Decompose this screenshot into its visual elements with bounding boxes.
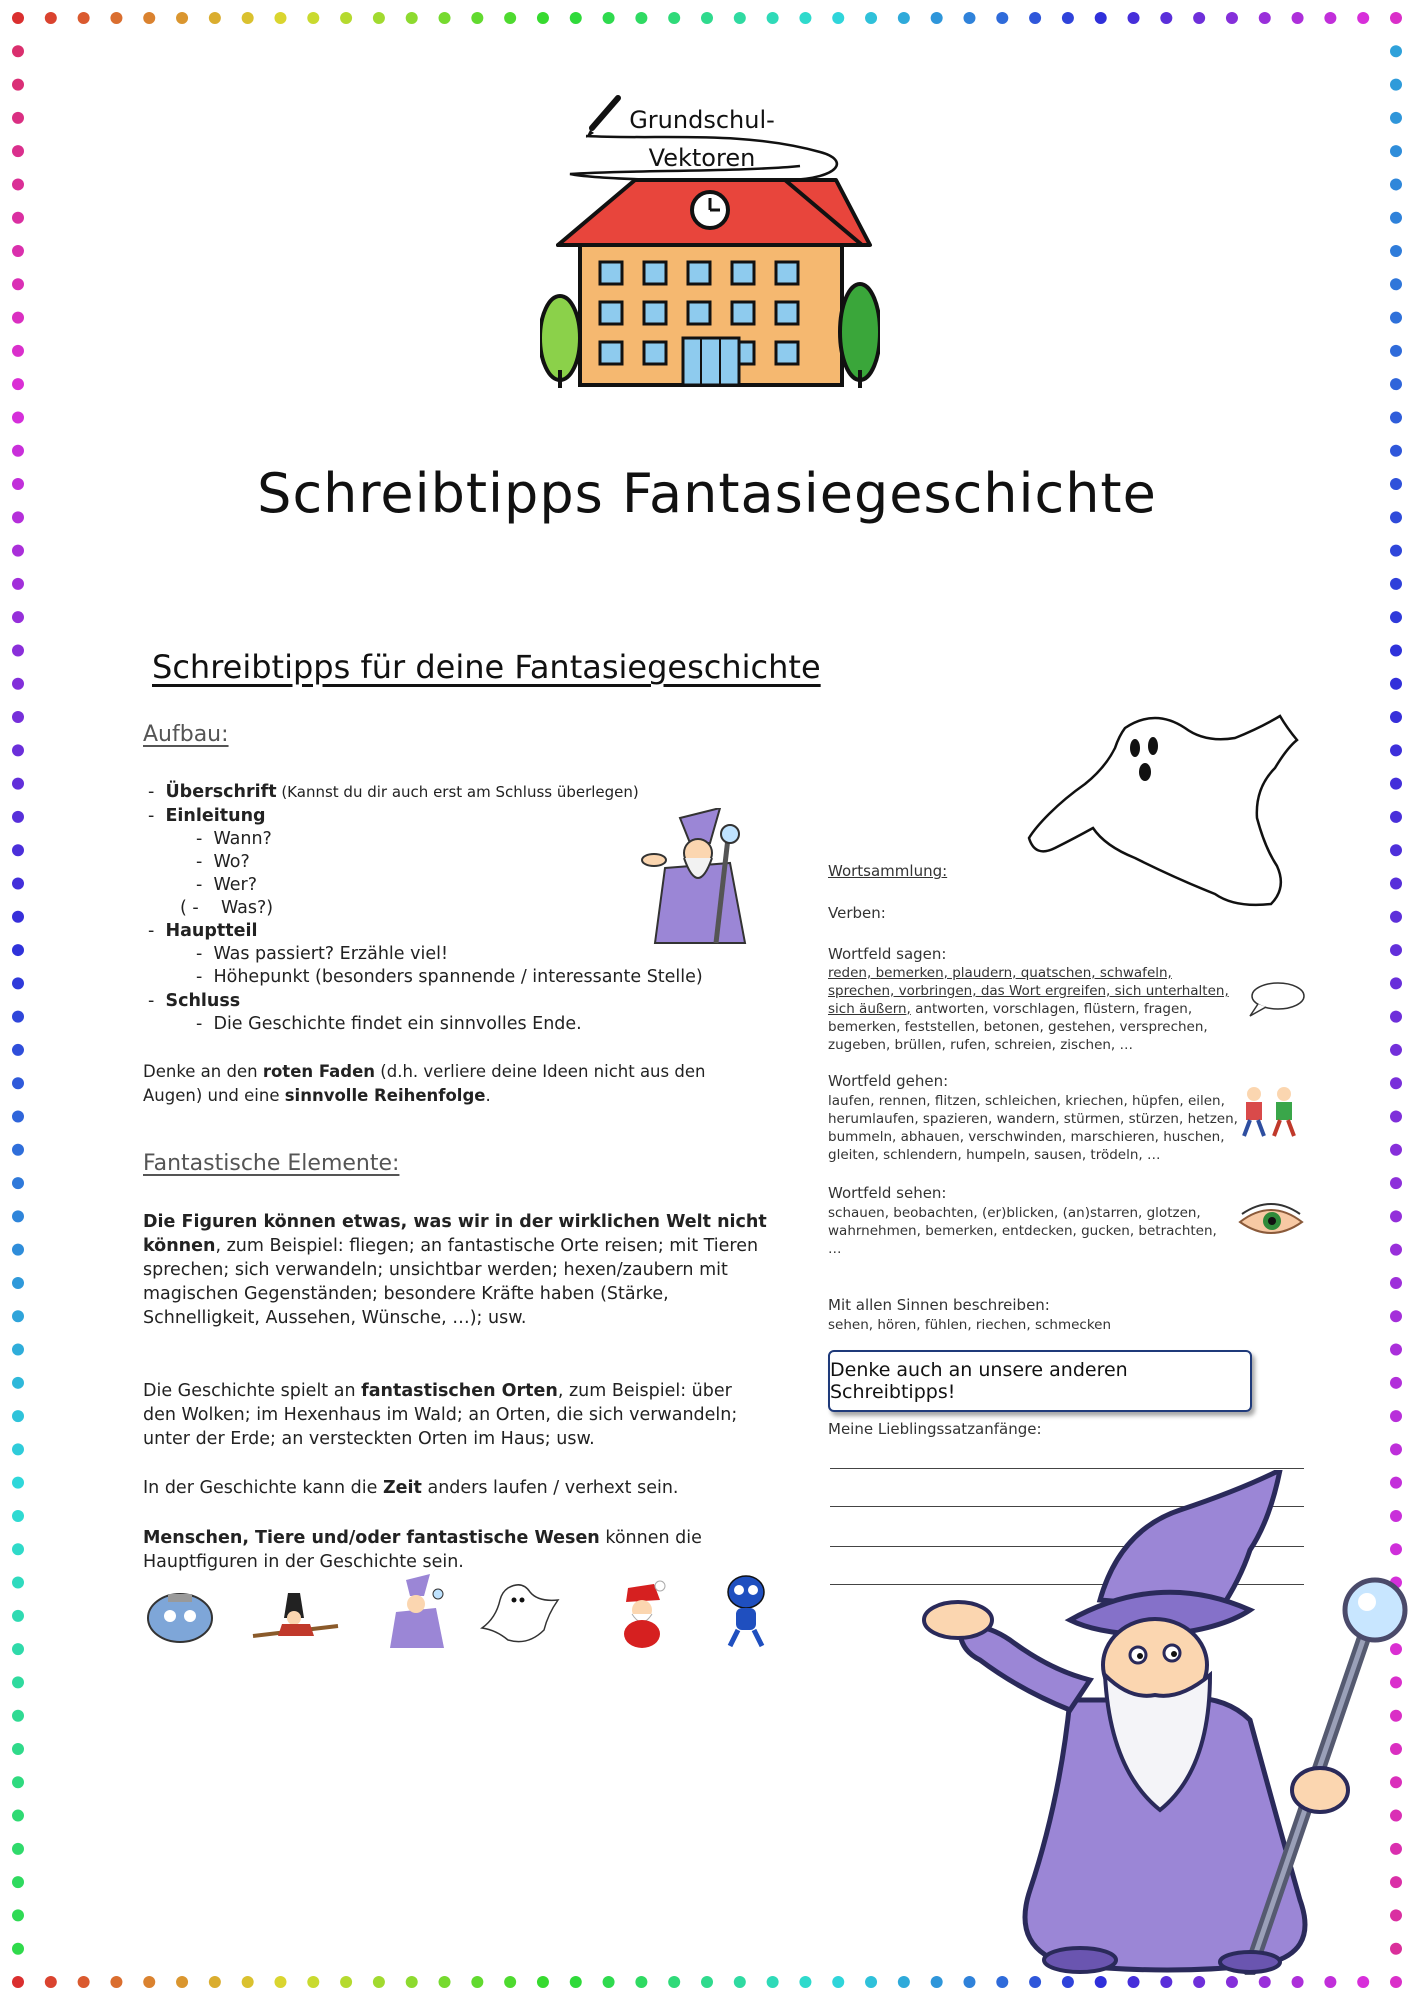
border-dot — [570, 1976, 582, 1988]
ghost-icon — [1025, 708, 1315, 908]
border-dot — [1160, 12, 1172, 24]
border-dot — [12, 1044, 24, 1056]
pen-icon — [586, 98, 618, 138]
border-dot — [12, 1610, 24, 1622]
border-dot — [1390, 911, 1402, 923]
border-dot — [996, 12, 1008, 24]
border-dot — [12, 1810, 24, 1822]
border-dot — [1390, 1310, 1402, 1322]
figuren-paragraph: Die Figuren können etwas, was wir in der wirklichen Welt nicht können, zum Beispiel: fliegen; an fantastische Orte reisen; mit Tieren sprechen; sich verwandeln; unsichtbar werden; hexen/zaubern mit magischen Gegenständen; besondere Kräfte haben (Stärke, Schnelligkeit, Aussehen, Wünsche, …); usw. — [143, 1212, 767, 1328]
border-dot — [307, 1976, 319, 1988]
border-dot — [865, 12, 877, 24]
border-dot — [12, 1077, 24, 1089]
sehen-words: schauen, beobachten, (er)blicken, (an)starren, glotzen, wahrnehmen, bemerken, entdecken, gucken, betrachten, … — [828, 1205, 1217, 1257]
border-dot — [1226, 12, 1238, 24]
border-dot — [12, 378, 24, 390]
border-dot — [12, 1743, 24, 1755]
border-dot — [1390, 844, 1402, 856]
border-dot — [1390, 877, 1402, 889]
border-dot — [1259, 1976, 1271, 1988]
border-dot — [1357, 1976, 1369, 1988]
border-dot — [12, 79, 24, 91]
border-dot — [1390, 178, 1402, 190]
list-item: - Wo? — [196, 852, 250, 872]
border-dot — [1390, 1377, 1402, 1389]
border-dot — [504, 12, 516, 24]
border-dot — [12, 45, 24, 57]
border-dot — [12, 1710, 24, 1722]
border-dot — [1193, 1976, 1205, 1988]
writing-line — [830, 1468, 1304, 1469]
border-dot — [1390, 1410, 1402, 1422]
list-item: - Höhepunkt (besonders spannende / interessante Stelle) — [196, 967, 703, 987]
border-dot — [12, 1177, 24, 1189]
border-dot — [12, 1843, 24, 1855]
orte-paragraph: Die Geschichte spielt an fantastischen Orten, zum Beispiel: über den Wolken; im Hexenhaus im Wald; an Orten, die sich verwandeln; unter der Erde; an versteckten Orten im Haus; usw. — [143, 1381, 738, 1449]
border-dot — [340, 12, 352, 24]
border-dot — [504, 1976, 516, 1988]
wizard-icon — [920, 1470, 1410, 1975]
border-dot — [1095, 1976, 1107, 1988]
gehen-title: Wortfeld gehen: — [828, 1072, 949, 1090]
border-dot — [996, 1976, 1008, 1988]
alien-icon — [708, 1570, 784, 1650]
border-dot — [1390, 744, 1402, 756]
border-dot — [176, 1976, 188, 1988]
border-dot — [12, 911, 24, 923]
border-dot — [1324, 1976, 1336, 1988]
border-dot — [1390, 678, 1402, 690]
border-dot — [12, 1976, 24, 1988]
border-dot — [1390, 112, 1402, 124]
wizard-icon — [380, 1574, 450, 1650]
list-item: ( - Was?) — [180, 898, 274, 918]
border-dot — [12, 145, 24, 157]
border-dot — [12, 1410, 24, 1422]
border-dot — [12, 1310, 24, 1322]
border-dot — [1390, 1144, 1402, 1156]
border-dot — [242, 12, 254, 24]
border-dot — [701, 12, 713, 24]
border-dot — [12, 1210, 24, 1222]
border-dot — [45, 12, 57, 24]
border-dot — [12, 778, 24, 790]
wizard-icon — [640, 808, 760, 948]
border-dot — [1390, 1277, 1402, 1289]
border-dot — [1390, 1344, 1402, 1356]
border-dot — [12, 844, 24, 856]
border-dot — [274, 1976, 286, 1988]
border-dot — [1390, 1244, 1402, 1256]
border-dot — [1390, 1976, 1402, 1988]
border-dot — [12, 1543, 24, 1555]
border-dot — [1390, 644, 1402, 656]
schreibtipps-box: Denke auch an unsere anderen Schreibtipps! — [828, 1350, 1252, 1412]
border-dot — [832, 1976, 844, 1988]
school-house-icon — [540, 70, 880, 410]
border-dot — [1390, 1077, 1402, 1089]
worksheet-title: Schreibtipps für deine Fantasiegeschichte — [152, 648, 821, 686]
border-dot — [471, 12, 483, 24]
border-dot — [1390, 212, 1402, 224]
border-dot — [12, 1776, 24, 1788]
border-dot — [1390, 245, 1402, 257]
border-dot — [373, 12, 385, 24]
border-dot — [12, 744, 24, 756]
border-dot — [1292, 1976, 1304, 1988]
sagen-words: reden, bemerken, plaudern, quatschen, schwafeln, sprechen, vorbringen, das Wort ergreifen, sich unterhalten, sich äußern, antworten, vorschlagen, flüstern, fragen, bemerken, feststellen, betonen, gestehen, versprechen, zugeben, brüllen, rufen, schreien, zischen, … — [828, 965, 1229, 1053]
border-dot — [1160, 1976, 1172, 1988]
border-dot — [1390, 411, 1402, 423]
border-dot — [898, 12, 910, 24]
border-dot — [1390, 977, 1402, 989]
border-dot — [603, 12, 615, 24]
border-dot — [931, 1976, 943, 1988]
border-dot — [603, 1976, 615, 1988]
border-dot — [734, 1976, 746, 1988]
border-dot — [340, 1976, 352, 1988]
border-dot — [12, 811, 24, 823]
wortsammlung-heading: Wortsammlung: — [828, 862, 948, 880]
border-dot — [1390, 45, 1402, 57]
border-dot — [12, 1144, 24, 1156]
border-dot — [1095, 12, 1107, 24]
border-dot — [1128, 1976, 1140, 1988]
border-dot — [78, 1976, 90, 1988]
border-dot — [12, 611, 24, 623]
border-dot — [209, 12, 221, 24]
border-dot — [439, 12, 451, 24]
page-title: Schreibtipps Fantasiegeschichte — [257, 462, 1157, 525]
witch-icon — [248, 1588, 344, 1648]
border-dot — [143, 12, 155, 24]
border-dot — [767, 12, 779, 24]
border-dot — [12, 1011, 24, 1023]
border-dot — [799, 1976, 811, 1988]
border-dot — [12, 1443, 24, 1455]
border-dot — [12, 345, 24, 357]
border-dot — [12, 1510, 24, 1522]
border-dot — [1390, 278, 1402, 290]
border-dot — [1226, 1976, 1238, 1988]
border-dot — [12, 312, 24, 324]
border-dot — [78, 12, 90, 24]
border-dot — [1128, 12, 1140, 24]
border-dot — [1062, 12, 1074, 24]
logo-line2: Vektoren — [648, 144, 756, 172]
border-dot — [12, 944, 24, 956]
border-dot — [1390, 378, 1402, 390]
border-dot — [143, 1976, 155, 1988]
border-dot — [1292, 12, 1304, 24]
border-dot — [12, 1277, 24, 1289]
border-dot — [12, 1943, 24, 1955]
border-dot — [832, 12, 844, 24]
zeit-paragraph: In der Geschichte kann die Zeit anders laufen / verhext sein. — [143, 1478, 679, 1498]
border-dot — [799, 12, 811, 24]
border-dot — [110, 12, 122, 24]
border-dot — [1390, 79, 1402, 91]
border-dot — [12, 711, 24, 723]
logo-line1: Grundschul- — [629, 106, 775, 134]
border-dot — [1390, 1210, 1402, 1222]
border-dot — [668, 1976, 680, 1988]
border-dot — [1062, 1976, 1074, 1988]
border-dot — [1390, 811, 1402, 823]
border-dot — [1390, 611, 1402, 623]
border-dot — [406, 12, 418, 24]
border-dot — [570, 12, 582, 24]
border-dot — [176, 12, 188, 24]
border-dot — [12, 12, 24, 24]
list-item: - Schluss — [148, 991, 241, 1011]
border-dot — [12, 644, 24, 656]
border-dot — [12, 212, 24, 224]
border-dot — [898, 1976, 910, 1988]
border-dot — [12, 1676, 24, 1688]
list-item: - Hauptteil — [148, 921, 258, 941]
border-dot — [963, 1976, 975, 1988]
speech-bubble-icon — [1246, 980, 1306, 1020]
walking-children-icon — [1236, 1084, 1306, 1140]
border-dot — [12, 1577, 24, 1589]
border-dot — [12, 545, 24, 557]
border-dot — [1390, 312, 1402, 324]
ghost-icon — [478, 1580, 564, 1648]
list-item: - Was passiert? Erzähle viel! — [196, 944, 448, 964]
border-dot — [1390, 1177, 1402, 1189]
border-dot — [701, 1976, 713, 1988]
border-dot — [931, 12, 943, 24]
border-dot — [406, 1976, 418, 1988]
border-dot — [12, 1643, 24, 1655]
border-dot — [1390, 145, 1402, 157]
border-dot — [767, 1976, 779, 1988]
sinne-title: Mit allen Sinnen beschreiben: — [828, 1296, 1050, 1314]
border-dot — [1390, 345, 1402, 357]
gehen-words: laufen, rennen, flitzen, schleichen, kriechen, hüpfen, eilen, herumlaufen, spazieren, wandern, stürmen, stürzen, hetzen, bummeln, abhauen, verschwinden, marschieren, huschen, gleiten, schlendern, humpeln, sausen, trödeln, … — [828, 1093, 1238, 1163]
border-dot — [1390, 778, 1402, 790]
sagen-title: Wortfeld sagen: — [828, 945, 947, 963]
border-dot — [439, 1976, 451, 1988]
border-dot — [373, 1976, 385, 1988]
border-dot — [963, 12, 975, 24]
list-item: - Wann? — [196, 829, 272, 849]
border-dot — [12, 178, 24, 190]
border-dot — [45, 1976, 57, 1988]
border-dot — [12, 1244, 24, 1256]
border-dot — [1390, 1011, 1402, 1023]
border-dot — [12, 445, 24, 457]
border-dot — [1390, 1044, 1402, 1056]
border-dot — [12, 877, 24, 889]
border-dot — [734, 12, 746, 24]
border-dot — [1390, 12, 1402, 24]
border-dot — [471, 1976, 483, 1988]
verben-label: Verben: — [828, 904, 886, 922]
border-dot — [12, 1909, 24, 1921]
border-dot — [209, 1976, 221, 1988]
border-dot — [12, 112, 24, 124]
border-dot — [12, 1344, 24, 1356]
lieblings-label: Meine Lieblingssatzanfänge: — [828, 1420, 1042, 1438]
border-dot — [537, 12, 549, 24]
santa-icon — [600, 1580, 680, 1650]
border-dot — [12, 278, 24, 290]
border-dot — [1390, 545, 1402, 557]
border-dot — [1390, 445, 1402, 457]
border-dot — [1390, 1443, 1402, 1455]
border-dot — [12, 678, 24, 690]
border-dot — [668, 12, 680, 24]
border-dot — [110, 1976, 122, 1988]
border-dot — [865, 1976, 877, 1988]
border-dot — [12, 578, 24, 590]
fantastisch-heading: Fantastische Elemente: — [143, 1151, 400, 1176]
border-dot — [1324, 12, 1336, 24]
border-dot — [1390, 944, 1402, 956]
list-item: - Überschrift (Kannst du dir auch erst am Schluss überlegen) — [148, 782, 639, 802]
sehen-title: Wortfeld sehen: — [828, 1184, 947, 1202]
border-dot — [635, 1976, 647, 1988]
border-dot — [307, 12, 319, 24]
border-dot — [242, 1976, 254, 1988]
wesen-paragraph: Menschen, Tiere und/oder fantastische Wesen können die Hauptfiguren in der Geschichte sein. — [143, 1528, 702, 1572]
border-dot — [1390, 578, 1402, 590]
border-dot — [12, 1876, 24, 1888]
border-dot — [12, 977, 24, 989]
border-dot — [1357, 12, 1369, 24]
sinne-words: sehen, hören, fühlen, riechen, schmecken — [828, 1317, 1112, 1333]
border-dot — [1390, 1111, 1402, 1123]
list-item: - Die Geschichte findet ein sinnvolles Ende. — [196, 1014, 582, 1034]
border-dot — [12, 1377, 24, 1389]
list-item: - Einleitung — [148, 806, 266, 826]
aufbau-heading: Aufbau: — [143, 722, 229, 747]
border-dot — [12, 245, 24, 257]
border-dot — [1029, 12, 1041, 24]
robot-icon — [140, 1588, 220, 1648]
border-dot — [1390, 711, 1402, 723]
border-dot — [12, 1477, 24, 1489]
roter-faden-text: Denke an den roten Faden (d.h. verliere deine Ideen nicht aus den Augen) und eine sinnvolle Reihenfolge. — [143, 1062, 706, 1105]
border-dot — [12, 411, 24, 423]
border-dot — [1193, 12, 1205, 24]
border-dot — [274, 12, 286, 24]
border-dot — [12, 1111, 24, 1123]
eye-icon — [1236, 1198, 1306, 1244]
border-dot — [1259, 12, 1271, 24]
border-dot — [537, 1976, 549, 1988]
list-item: - Wer? — [196, 875, 257, 895]
border-dot — [1029, 1976, 1041, 1988]
border-dot — [635, 12, 647, 24]
